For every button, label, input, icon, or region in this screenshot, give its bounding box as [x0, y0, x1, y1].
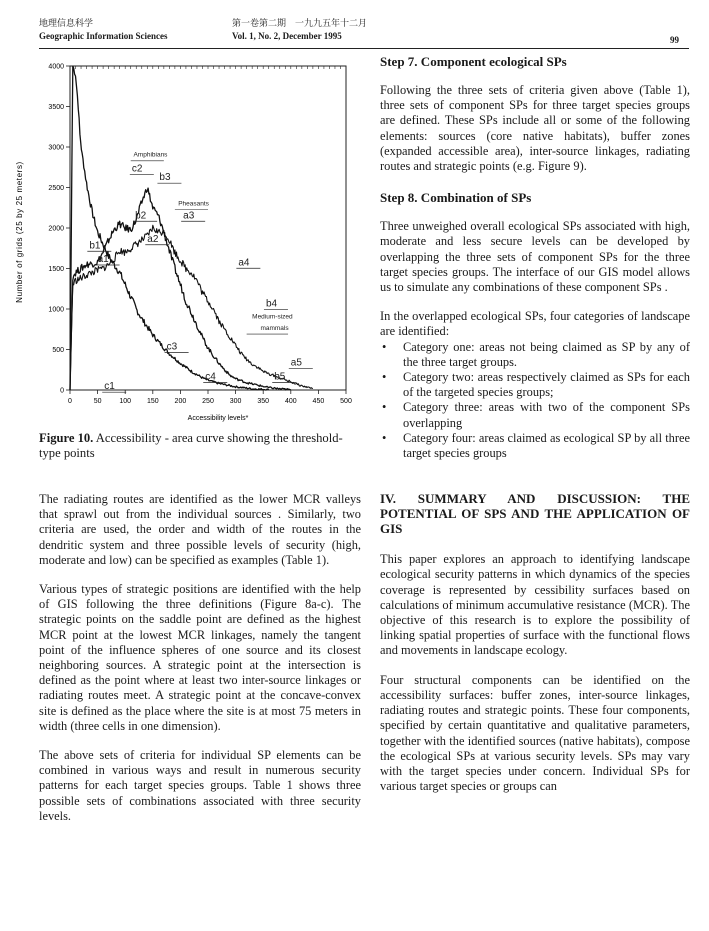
step7-heading: Step 7. Component ecological SPs — [380, 54, 567, 69]
x-tick-label: 50 — [93, 398, 102, 405]
x-tick-label: 0 — [68, 398, 72, 405]
step8-heading: Step 8. Combination of SPs — [380, 190, 532, 206]
label-amphibians: Amphibians — [133, 151, 168, 159]
point-label-c3: c3 — [166, 341, 178, 353]
point-label-a1: a1 — [97, 254, 109, 266]
point-label-b3: b3 — [159, 172, 171, 184]
figure-caption — [39, 431, 361, 461]
y-tick-label: 2000 — [48, 225, 64, 233]
x-tick-label: 350 — [257, 398, 270, 405]
label-pheasants: Pheasants — [178, 200, 209, 208]
paragraph-radiating-routes: The radiating routes are identified as the lower MCR valleys that sprawl out from the individual sources . Similarly, two criteria are used, the order and width of the routes in the dendritic system and three possible levels of security (high, moderate and low) can be specified as examples (Table 1). — [39, 492, 361, 567]
point-label-a3: a3 — [183, 210, 195, 222]
point-label-b2: b2 — [135, 210, 147, 222]
point-label-a2: a2 — [147, 233, 159, 245]
left-column — [39, 492, 361, 824]
list-item: • Category four: areas claimed as ecological SP by all three target species groups — [380, 431, 690, 461]
point-label-b1: b1 — [89, 240, 101, 252]
section-iv-heading: IV. SUMMARY AND DISCUSSION: THE POTENTIAL OF SPS AND THE APPLICATION OF GIS — [380, 491, 690, 537]
y-tick-label: 3000 — [48, 144, 64, 152]
figure-caption-label: Figure 10. — [39, 431, 94, 445]
x-tick-label: 100 — [119, 398, 132, 405]
x-tick-label: 200 — [174, 398, 187, 405]
paragraph-strategic-positions: Various types of strategic positions are identified with the help of GIS following the three definitions (Figure 8a-c). The strategic points on the saddle point are defined as the highest MCR point at the lowest MCR linkages, namely the tangent point of the influence spheres of one source and its closest neighboring sources. A strategic point at the intersection is defined as the point where at least two inter-source linkages or radiating routes meet. A strategic point at the concave-convex site is defined as the place where the site is at most 75 meters in width (three cells in one dimension). — [39, 582, 361, 733]
step8-paragraph: Three unweighed overall ecological SPs associated with high, moderate and less secure levels can be developed by overlapping the three sets of component SPs for the three target species groups. The interface of our GIS model allows us to simulate any combinations of these component SPs . — [380, 219, 690, 295]
point-label-c1: c1 — [104, 381, 115, 393]
series-line-2 — [70, 188, 291, 393]
chart-curves — [70, 66, 313, 393]
label-medium-sized: Medium-sized — [252, 313, 293, 321]
step7-paragraph: Following the three sets of criteria given above (Table 1), three sets of component SPs for three target species groups are defined. These SPs include all or some of the following elements: sources (core native habitats), buffer zones (expanded accessible area), inter-source linkages, radiating routes and strategic points (e.g. Figure 9). — [380, 83, 690, 174]
chart-annotations — [87, 152, 312, 392]
y-tick-label: 500 — [52, 347, 64, 354]
x-axis-label: Accessibility levels* — [187, 415, 249, 422]
label-mammals: mammals — [260, 325, 289, 333]
journal-title-en: Geographic Information Sciences — [39, 31, 168, 41]
accessibility-area-chart — [6, 54, 356, 426]
right-column — [380, 54, 690, 794]
point-label-b4: b4 — [265, 298, 278, 310]
x-tick-label: 400 — [284, 398, 297, 405]
chart-axes — [48, 64, 352, 406]
y-tick-label: 0 — [60, 387, 64, 395]
y-tick-label: 1000 — [48, 306, 64, 314]
y-tick-label: 1500 — [48, 266, 64, 273]
x-tick-label: 450 — [312, 398, 325, 405]
point-label-c4: c4 — [205, 371, 216, 383]
x-tick-label: 500 — [340, 398, 352, 405]
categories-intro: In the overlapped ecological SPs, four categories of landscape are identified: — [380, 309, 690, 339]
point-label-a5: a5 — [290, 357, 302, 369]
x-tick-label: 300 — [229, 398, 242, 405]
y-tick-label: 3500 — [48, 104, 64, 111]
y-axis-label: Number of grids (25 by 25 meters) — [15, 161, 24, 303]
header-rule — [39, 48, 689, 49]
point-label-a4: a4 — [238, 257, 250, 269]
category-list — [380, 340, 690, 462]
x-tick-label: 250 — [202, 398, 214, 405]
paragraph-criteria-combinations: The above sets of criteria for individual SP elements can be combined in various ways and result in numerous security patterns for each target species groups. Table 1 shows three possible sets of combinations associated with three security levels. — [39, 748, 361, 823]
issue-info-cn: 第一卷第二期 一九九五年十二月 — [232, 18, 368, 28]
plot-frame — [70, 66, 346, 393]
page-number: 99 — [670, 35, 679, 45]
x-tick-label: 150 — [146, 398, 159, 405]
issue-info-en: Vol. 1, No. 2, December 1995 — [232, 31, 342, 41]
figure-caption-text: Accessibility - area curve showing the threshold-type points — [39, 431, 343, 460]
summary-paragraph-1: This paper explores an approach to identifying landscape ecological security patterns in which dynamics of the species coverage is represented by cessibility surfaces based on calculations of minimum accumulative resistance (MCR). The objective of this research is to explore the possibility of linking spatial properties of surface with the functional flows and movements in landscape ecology. — [380, 552, 690, 658]
point-label-b5: b5 — [274, 371, 286, 383]
list-item: • Category two: areas respectively claimed as SPs for each of the targeted species groups; — [380, 370, 690, 400]
journal-title-cn: 地理信息科学 — [39, 18, 94, 28]
y-tick-label: 2500 — [48, 185, 64, 192]
summary-paragraph-2: Four structural components can be identified on the accessibility surfaces: buffer zones, inter-source linkages, radiating routes and strategic points. These four components, specified by certain quantitative and qualitative parameters, together with the identified sources (native habitats), compose the ecological SPs at various security levels. SPs may vary with the target species under concern. Individual SPs for various target species or groups can — [380, 672, 690, 794]
point-label-c2: c2 — [131, 163, 143, 175]
list-item: • Category one: areas not being claimed as SP by any of the three target groups. — [380, 340, 690, 370]
list-item: • Category three: areas with two of the component SPs overlapping — [380, 400, 690, 430]
y-tick-label: 4000 — [48, 63, 64, 71]
